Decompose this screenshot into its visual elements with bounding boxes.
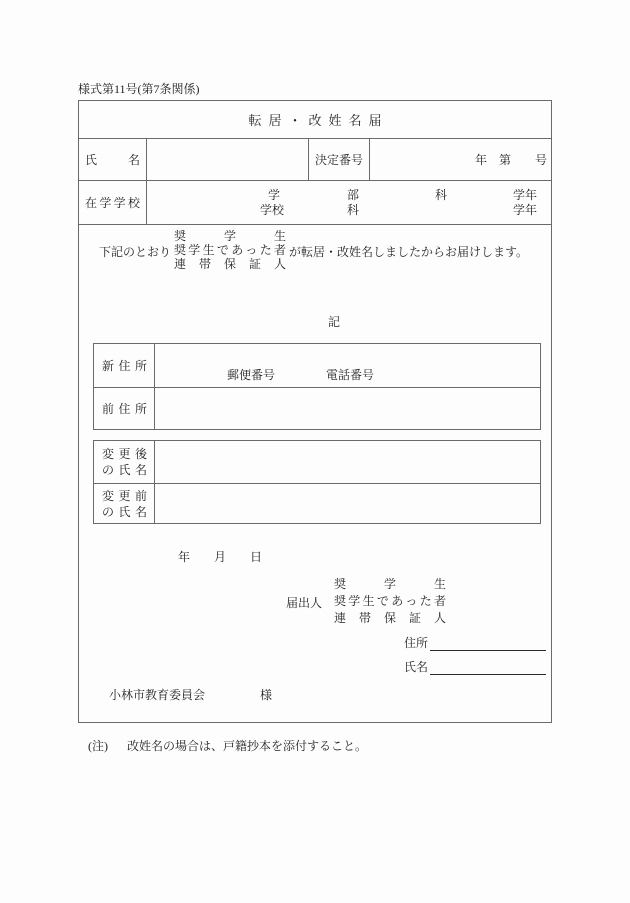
decision-number-label: 決定番号: [314, 153, 363, 167]
school-input-cell: [147, 181, 551, 224]
name-after-label-line1: 変更後: [102, 447, 147, 461]
signature-address-line: [430, 637, 546, 651]
school-label: 在学学校: [85, 196, 140, 210]
statement-option-guarantor: 連帯保証人: [174, 257, 286, 271]
statement-role-options: [174, 229, 286, 271]
declarant-role-options: [334, 576, 446, 627]
signature-address-row: [404, 634, 546, 651]
name-before-label: [94, 488, 154, 520]
name-before-label-line2: の氏名: [102, 505, 147, 519]
school-suffix-ka: 科: [435, 188, 448, 202]
name-before-label-cell: [94, 484, 155, 524]
new-address-label: 新住所: [102, 358, 147, 373]
note-text: 改姓名の場合は、戸籍抄本を添付すること。: [127, 739, 368, 753]
name-input-cell: [147, 139, 309, 180]
name-after-label: [94, 446, 154, 478]
school-label-cell: [79, 181, 147, 224]
name-after-label-line2: の氏名: [102, 463, 147, 477]
form-body: [79, 225, 551, 722]
signature-name-row: [404, 658, 546, 675]
declarant-label: 届出人: [286, 596, 323, 610]
old-address-input-cell: [155, 388, 540, 430]
header-row-school: [79, 181, 551, 225]
form-number: 様式第11号(第7条関係): [78, 82, 200, 96]
form-title-row: [79, 101, 551, 139]
school-suffix-gakunen-1: 学年: [513, 188, 538, 202]
declarant-option-former-scholar: 奨学生であった者: [334, 594, 446, 608]
school-suffix-bu: 部: [347, 188, 360, 202]
postal-code-label: 郵便番号: [227, 368, 276, 382]
name-after-row: [94, 441, 540, 484]
signature-name-line: [430, 661, 546, 675]
declarant-option-guarantor: 連帯保証人: [334, 611, 446, 625]
name-change-table: [93, 440, 541, 524]
name-label: 氏名: [85, 153, 140, 167]
form-title: 転居・改姓名届: [248, 113, 389, 128]
new-address-label-cell: [94, 344, 155, 387]
old-address-label: 前住所: [102, 402, 147, 416]
statement-option-scholar: 奨学生: [174, 229, 286, 243]
old-address-label-cell: [94, 388, 155, 430]
school-suffix-ka-2: 科: [347, 203, 360, 217]
statement-option-former-scholar: 奨学生であった者: [174, 243, 286, 257]
school-suffix-gakunen-2: 学年: [513, 203, 538, 217]
declarant-option-scholar: 奨学生: [334, 577, 446, 591]
addressee: 小林市教育委員会: [109, 688, 206, 702]
name-before-label-line1: 変更前: [102, 489, 147, 503]
name-before-input-cell: [155, 484, 540, 524]
new-address-row: [94, 344, 540, 388]
decision-number-format: 年 第 号: [474, 153, 547, 167]
name-label-cell: [79, 139, 147, 180]
note-marker: (注): [88, 739, 108, 753]
school-suffix-gakko: 学校: [260, 203, 285, 217]
statement-prefix: 下記のとおり: [99, 245, 172, 259]
school-suffix-gaku: 学: [268, 188, 281, 202]
signature-name-label: 氏名: [404, 660, 429, 674]
form-frame: [78, 100, 552, 723]
name-after-label-cell: [94, 441, 155, 483]
date-line: 年 月 日: [178, 550, 263, 564]
name-before-row: [94, 484, 540, 524]
name-after-input-cell: [155, 441, 540, 483]
addressee-row: [109, 686, 272, 703]
header-row-name: [79, 139, 551, 181]
new-address-input-cell: [155, 344, 540, 387]
decision-number-value-cell: [370, 139, 551, 180]
phone-number-label: 電話番号: [326, 368, 375, 382]
record-heading: 記: [328, 315, 341, 329]
old-address-row: [94, 388, 540, 430]
statement-suffix: が転居・改姓名しましたからお届けします。: [289, 245, 529, 259]
signature-address-label: 住所: [404, 636, 429, 650]
address-table: [93, 343, 541, 430]
decision-number-label-cell: [309, 139, 370, 180]
addressee-honorific: 様: [260, 688, 273, 702]
